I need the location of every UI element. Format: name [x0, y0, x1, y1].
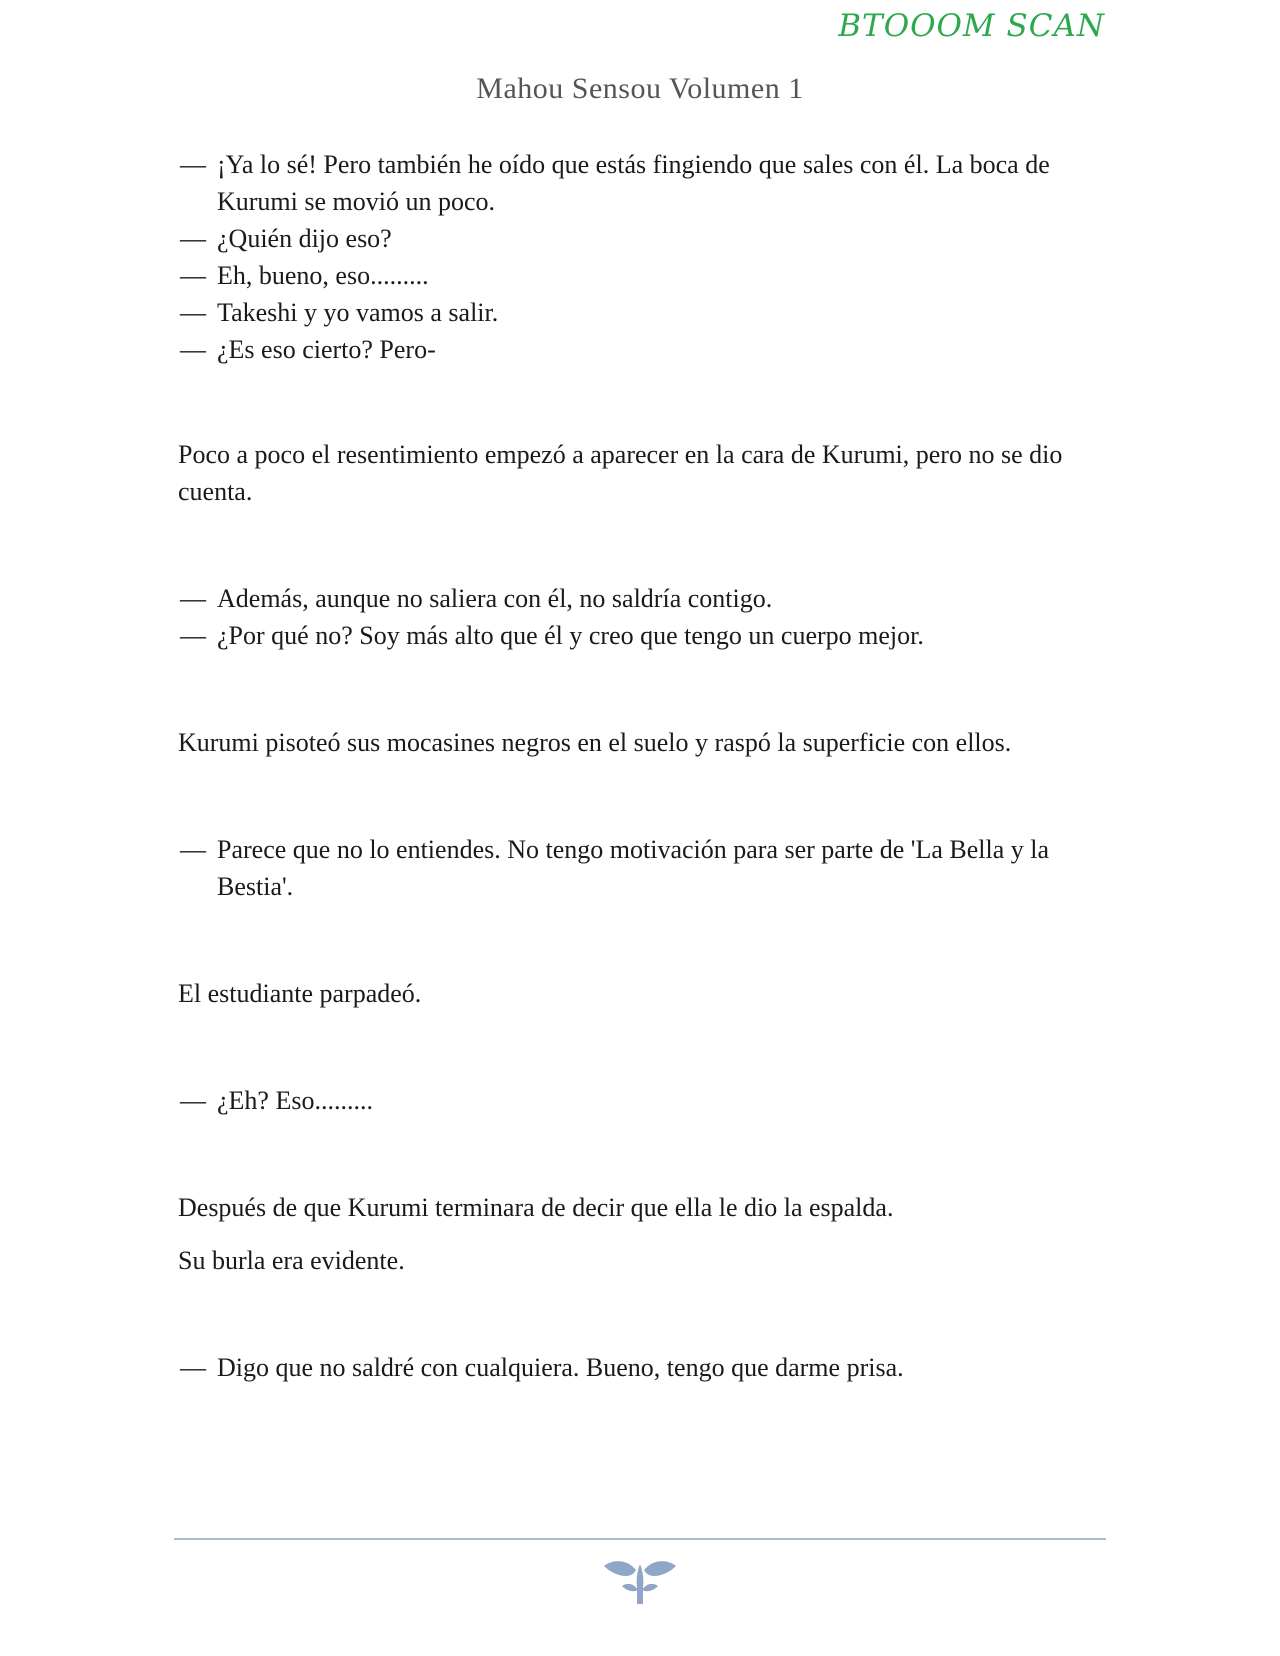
dialog-text: ¿Eh? Eso.........: [217, 1086, 373, 1115]
dialog-group-4: [178, 1082, 1108, 1119]
page-body: [178, 146, 1108, 1386]
dialog-line: [142, 146, 1108, 220]
dialog-dash: —: [180, 1086, 206, 1115]
dialog-text: Eh, bueno, eso.........: [217, 261, 429, 290]
dialog-dash: —: [180, 224, 206, 253]
dialog-dash: —: [180, 1353, 206, 1382]
narration-paragraph: El estudiante parpadeó.: [178, 979, 422, 1008]
dialog-line: [142, 257, 1108, 294]
narration-paragraph: Después de que Kurumi terminara de decir que ella le dio la espalda.: [178, 1193, 894, 1222]
footer-divider: [174, 1538, 1106, 1540]
dialog-text: Parece que no lo entiendes. No tengo motivación para ser parte de 'La Bella y la Bestia'.: [217, 835, 1050, 901]
dialog-dash: —: [180, 298, 206, 327]
dialog-text: ¡Ya lo sé! Pero también he oído que estás fingiendo que sales con él. La boca de Kurumi se movió un poco.: [217, 150, 1050, 216]
dialog-dash: —: [180, 150, 206, 179]
page-header-title: Mahou Sensou Volumen 1: [476, 72, 804, 105]
dialog-text: Además, aunque no saliera con él, no saldría contigo.: [217, 584, 773, 613]
dialog-text: Takeshi y yo vamos a salir.: [217, 298, 499, 327]
narration-paragraph: Poco a poco el resentimiento empezó a aparecer en la cara de Kurumi, pero no se dio cuenta.: [178, 440, 1063, 506]
dialog-text: ¿Quién dijo eso?: [217, 224, 392, 253]
dialog-line: [142, 1082, 1108, 1119]
narration-paragraph: Su burla era evidente.: [178, 1246, 405, 1275]
dialog-text: ¿Por qué no? Soy más alto que él y creo que tengo un cuerpo mejor.: [217, 621, 924, 650]
dialog-text: Digo que no saldré con cualquiera. Bueno, tengo que darme prisa.: [217, 1353, 904, 1382]
dialog-line: [142, 220, 1108, 257]
dialog-dash: —: [180, 335, 206, 364]
dialog-group-3: [178, 831, 1108, 905]
watermark-text: BTOOOM SCAN: [838, 8, 1105, 44]
dialog-dash: —: [180, 621, 206, 650]
dialog-text: ¿Es eso cierto? Pero-: [217, 335, 436, 364]
fleuron-ornament-icon: [600, 1556, 680, 1612]
dialog-line: [142, 294, 1108, 331]
dialog-line: [142, 580, 1108, 617]
dialog-group-5: [178, 1349, 1108, 1386]
dialog-line: [142, 617, 1108, 654]
dialog-line: [142, 1349, 1108, 1386]
dialog-dash: —: [180, 261, 206, 290]
dialog-line: [142, 831, 1108, 905]
dialog-group-2: [178, 580, 1108, 654]
dialog-group-1: [178, 146, 1108, 368]
dialog-dash: —: [180, 835, 206, 864]
dialog-dash: —: [180, 584, 206, 613]
dialog-line: [142, 331, 1108, 368]
narration-paragraph: Kurumi pisoteó sus mocasines negros en el suelo y raspó la superficie con ellos.: [178, 728, 1012, 757]
